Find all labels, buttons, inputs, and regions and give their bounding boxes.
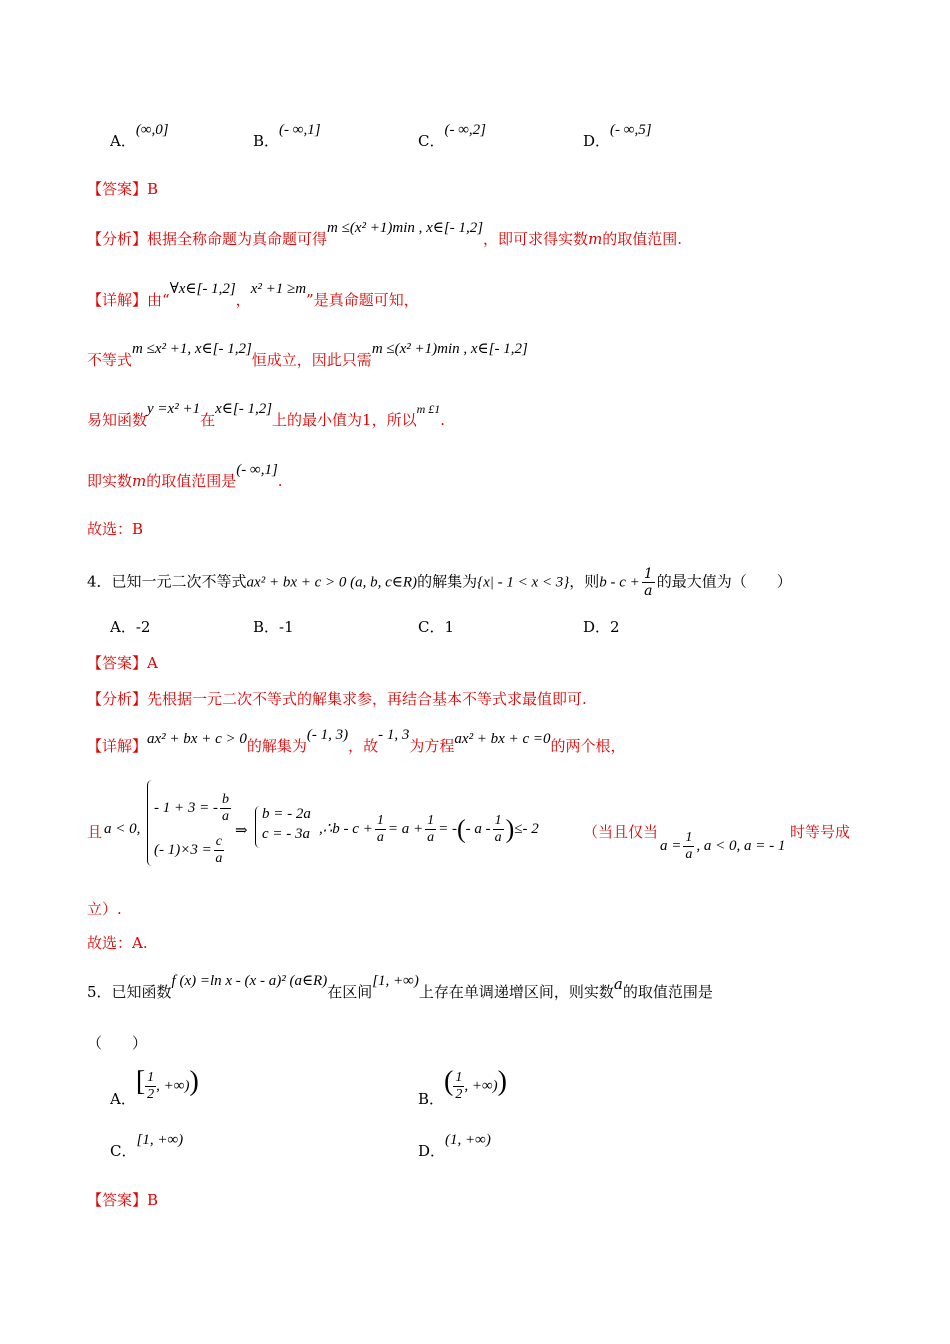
q4-choice: 故选：A. bbox=[87, 934, 148, 952]
system-1: - 1 + 3 = - $\frac{b}{a}$ (- 1)×3 = $\frac{c}{a}$ bbox=[147, 780, 152, 866]
q3-detail-line2: 不等式m ≤x² +1, x∈[- 1,2]恒成立，因此只需m ≤(x² +1)min , x∈[- 1,2] bbox=[87, 341, 528, 369]
q3-option-a: A．(∞,0] bbox=[110, 122, 169, 150]
system-2: b = - 2a c = - 3a bbox=[255, 806, 260, 848]
q3-choice: 故选：B bbox=[87, 520, 144, 538]
q3-detail-line3: 易知函数y =x² +1在x∈[- 1,2]上的最小值为1，所以$^{m £1}$. bbox=[87, 401, 446, 429]
q3-answer: 【答案】B bbox=[87, 180, 159, 198]
q3-detail-line1: 【详解】由“∀x∈[- 1,2]，x² +1 ≥m”是真命题可知， bbox=[87, 281, 419, 309]
q5-option-c: C．[1, +∞) bbox=[110, 1132, 184, 1160]
q4-answer: 【答案】A bbox=[87, 654, 158, 672]
q4-option-c: C．1 bbox=[418, 618, 455, 636]
q3-detail-line4: 即实数m的取值范围是(- ∞,1]. bbox=[87, 462, 283, 490]
q4-detail-line1: 【详解】ax² + bx + c > 0的解集为(- 1, 3)，故- 1, 3为方程ax² + bx + c =0的两个根， bbox=[87, 727, 626, 755]
q4-detail-line3: 立）. bbox=[87, 900, 122, 918]
q3-option-d: D．(- ∞,5] bbox=[583, 122, 652, 150]
q5-answer: 【答案】B bbox=[87, 1191, 159, 1209]
q5-option-d: D．(1, +∞) bbox=[418, 1132, 491, 1160]
q5-stem: 5．已知函数f (x) =ln x - (x - a)² (a∈R)在区间[1, +∞)上存在单调递增区间，则实数a的取值范围是 bbox=[87, 973, 713, 1001]
q3-analysis: 【分析】根据全称命题为真命题可得m ≤(x² +1)min , x∈[- 1,2]，即可求得实数m的取值范围. bbox=[87, 220, 683, 248]
q5-paren: （ ） bbox=[87, 1034, 148, 1052]
q4-analysis: 【分析】先根据一元二次不等式的解集求参，再结合基本不等式求最值即可. bbox=[87, 690, 587, 708]
q3-option-c: C．(- ∞,2] bbox=[418, 122, 487, 150]
q4-option-a: A．-2 bbox=[110, 618, 151, 636]
q3-option-b: B．(- ∞,1] bbox=[253, 122, 321, 150]
q5-option-a: A．[ $\frac{1}{2}$ , +∞)) bbox=[110, 1066, 199, 1108]
q5-option-b: B．( $\frac{1}{2}$ , +∞)) bbox=[418, 1066, 507, 1108]
q4-stem: 4．已知一元二次不等式ax² + bx + c > 0 (a, b, c∈R)的解集为{x| - 1 < x < 3}，则b - c + $\frac{1}{a}$ 的最大值为（ ） bbox=[87, 566, 792, 599]
q4-option-d: D．2 bbox=[583, 618, 620, 636]
q4-option-b: B．-1 bbox=[253, 618, 294, 636]
